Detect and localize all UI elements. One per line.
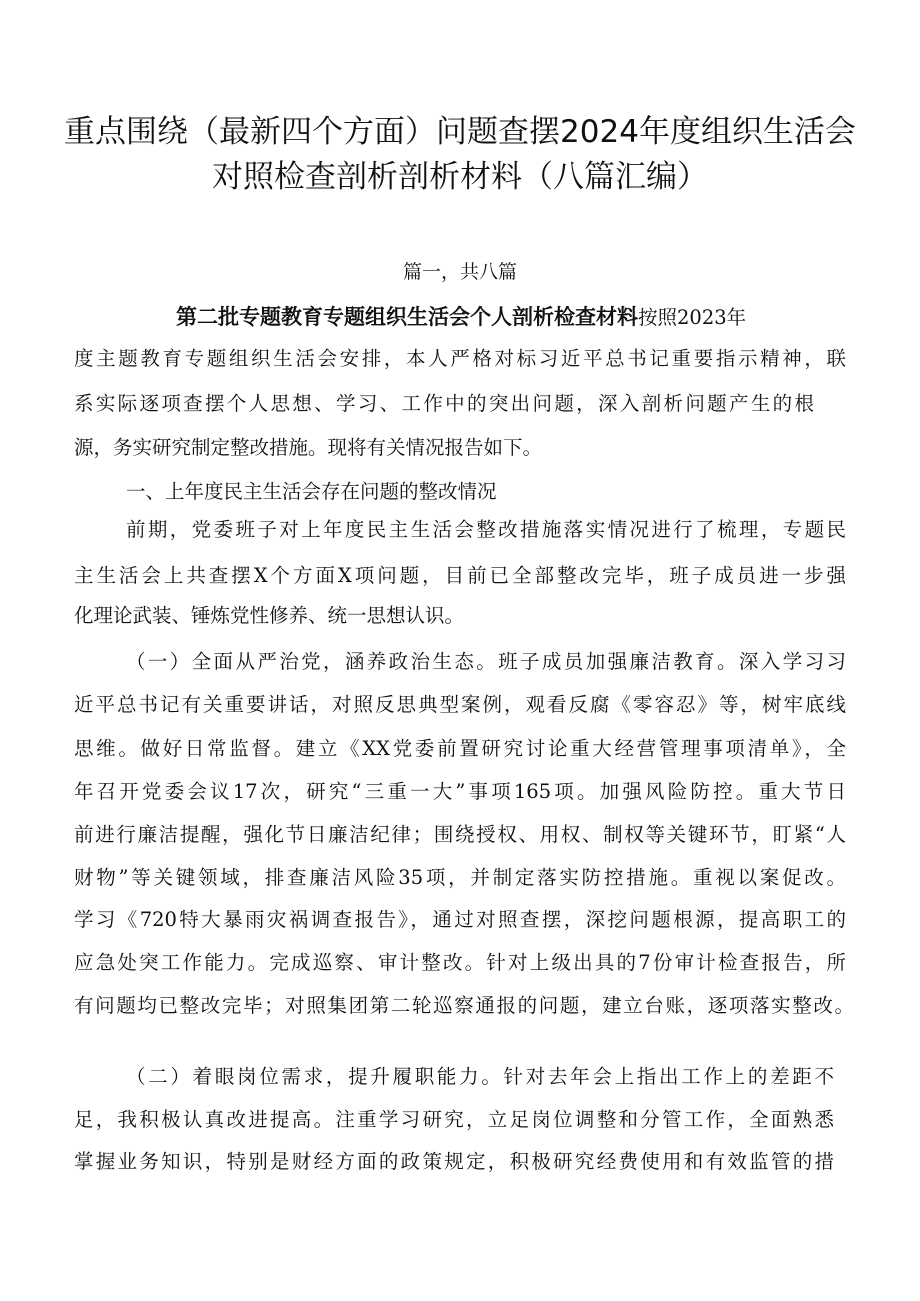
paragraph-3-line-1: （一）全面从严治党，涵养政治生态。班子成员加强廉洁教育。深入学习习	[126, 650, 846, 673]
paragraph-1-line-3: 系实际逐项查摆个人思想、学习、工作中的突出问题，深入剖析问题产生的根	[74, 392, 814, 415]
paragraph-3-line-6: 财物”等关键领域，排查廉洁风险35项，并制定落实防控措施。重视以案促改。	[74, 866, 846, 889]
paragraph-2-line-2: 主生活会上共查摆X个方面X项问题，目前已全部整改完毕，班子成员进一步强	[74, 564, 846, 587]
paragraph-3-line-4: 年召开党委会议17次，研究“三重一大”事项165项。加强风险防控。重大节日	[74, 780, 846, 803]
paragraph-3-line-2: 近平总书记有关重要讲话，对照反思典型案例，观看反腐《零容忍》等，树牢底线	[74, 693, 846, 716]
paragraph-3-line-9: 有问题均已整改完毕；对照集团第二轮巡察通报的问题，建立台账，逐项落实整改。	[74, 994, 854, 1017]
section-subtitle: 篇一，共八篇	[402, 261, 517, 283]
paragraph-3-line-8: 应急处突工作能力。完成巡察、审计整改。针对上级出具的7份审计检查报告，所	[74, 951, 846, 974]
paragraph-2-line-3: 化理论武装、锤炼党性修养、统一思想认识。	[74, 604, 465, 627]
paragraph-3-line-7: 学习《720特大暴雨灾祸调查报告》，通过对照查摆，深挖问题根源，提高职工的	[74, 908, 846, 931]
document-title-line-1: 重点围绕（最新四个方面）问题查摆2024年度组织生活会	[64, 114, 856, 150]
paragraph-2-line-1: 前期，党委班子对上年度民主生活会整改措施落实情况进行了梳理，专题民	[126, 518, 846, 541]
paragraph-4-line-3: 掌握业务知识，特别是财经方面的政策规定，积极研究经费使用和有效监管的措	[74, 1150, 834, 1173]
paragraph-3-line-5: 前进行廉洁提醒，强化节日廉洁纪律；围绕授权、用权、制权等关键环节，盯紧“人	[74, 823, 846, 846]
document-title-line-2: 对照检查剖析剖析材料（八篇汇编）	[212, 159, 708, 195]
paragraph-1-line-1	[176, 302, 846, 333]
section-heading-1: 一、上年度民主生活会存在问题的整改情况	[126, 480, 497, 503]
paragraph-4-line-1: （二）着眼岗位需求，提升履职能力。针对去年会上指出工作上的差距不	[126, 1065, 834, 1088]
paragraph-1-line-2: 度主题教育专题组织生活会安排，本人严格对标习近平总书记重要指示精神，联	[74, 347, 846, 370]
article-heading: 第二批专题教育专题组织生活会个人剖析检查材料	[176, 305, 638, 329]
paragraph-3-line-3: 思维。做好日常监督。建立《XX党委前置研究讨论重大经营管理事项清单》，全	[74, 737, 846, 760]
paragraph-1-line-1-rest: 按照2023年	[638, 306, 747, 329]
paragraph-1-line-4: 源，务实研究制定整改措施。现将有关情况报告如下。	[74, 436, 543, 459]
paragraph-4-line-2: 足，我积极认真改进提高。注重学习研究，立足岗位调整和分管工作，全面熟悉	[74, 1108, 834, 1131]
